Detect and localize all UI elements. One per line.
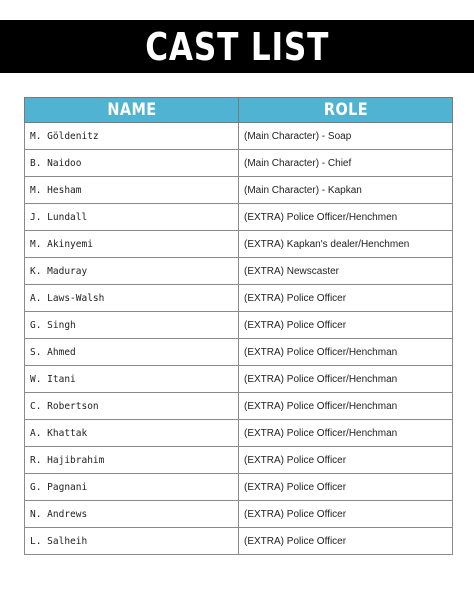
column-header-name-label: NAME	[106, 100, 157, 120]
role-cell: (EXTRA) Police Officer	[239, 447, 453, 474]
role-cell: (Main Character) - Soap	[239, 123, 453, 150]
role-cell: (Main Character) - Kapkan	[239, 177, 453, 204]
table-row	[25, 501, 453, 528]
name-cell: G. Pagnani	[25, 474, 239, 501]
table-row	[25, 150, 453, 177]
table-row	[25, 231, 453, 258]
role-cell: (EXTRA) Police Officer/Henchman	[239, 420, 453, 447]
table-row	[25, 258, 453, 285]
page-title: CAST LIST	[144, 24, 330, 69]
table-row	[25, 474, 453, 501]
name-cell: L. Salheih	[25, 528, 239, 555]
name-cell: M. Göldenitz	[25, 123, 239, 150]
name-cell: J. Lundall	[25, 204, 239, 231]
name-cell: M. Hesham	[25, 177, 239, 204]
name-cell: G. Singh	[25, 312, 239, 339]
title-banner	[0, 20, 474, 73]
column-header-role-label: ROLE	[323, 100, 368, 120]
role-cell: (EXTRA) Police Officer	[239, 528, 453, 555]
name-cell: W. Itani	[25, 366, 239, 393]
table-row	[25, 204, 453, 231]
table-row	[25, 123, 453, 150]
role-cell: (EXTRA) Police Officer	[239, 501, 453, 528]
table-row	[25, 312, 453, 339]
name-cell: A. Laws-Walsh	[25, 285, 239, 312]
table-row	[25, 447, 453, 474]
name-cell: M. Akinyemi	[25, 231, 239, 258]
role-cell: (EXTRA) Police Officer/Henchmen	[239, 204, 453, 231]
role-cell: (EXTRA) Kapkan's dealer/Henchmen	[239, 231, 453, 258]
table-row	[25, 285, 453, 312]
name-cell: K. Maduray	[25, 258, 239, 285]
role-cell: (EXTRA) Newscaster	[239, 258, 453, 285]
table-row	[25, 528, 453, 555]
table-row	[25, 366, 453, 393]
role-cell: (EXTRA) Police Officer	[239, 285, 453, 312]
column-header-name	[25, 98, 239, 123]
role-cell: (EXTRA) Police Officer	[239, 312, 453, 339]
role-cell: (EXTRA) Police Officer/Henchman	[239, 339, 453, 366]
name-cell: N. Andrews	[25, 501, 239, 528]
table-row	[25, 393, 453, 420]
name-cell: A. Khattak	[25, 420, 239, 447]
role-cell: (EXTRA) Police Officer	[239, 474, 453, 501]
name-cell: C. Robertson	[25, 393, 239, 420]
column-header-role	[239, 98, 453, 123]
table-row	[25, 420, 453, 447]
table-header-row	[25, 98, 453, 123]
cast-table	[24, 97, 453, 555]
table-row	[25, 177, 453, 204]
role-cell: (EXTRA) Police Officer/Henchman	[239, 366, 453, 393]
role-cell: (EXTRA) Police Officer/Henchman	[239, 393, 453, 420]
table-row	[25, 339, 453, 366]
name-cell: B. Naidoo	[25, 150, 239, 177]
name-cell: S. Ahmed	[25, 339, 239, 366]
name-cell: R. Hajibrahim	[25, 447, 239, 474]
role-cell: (Main Character) - Chief	[239, 150, 453, 177]
